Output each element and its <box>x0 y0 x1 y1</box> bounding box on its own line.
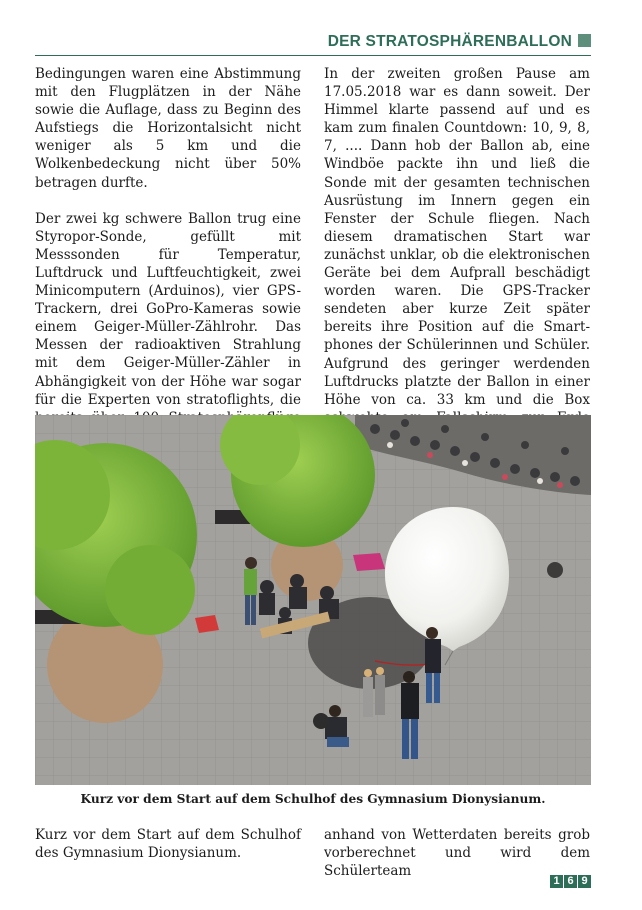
text-column-left <box>35 65 301 445</box>
header-divider <box>35 55 591 56</box>
header-square-icon <box>578 34 591 47</box>
paragraph: Bedingungen waren eine Abstimmung mit den Flugplätzen in der Nähe sowie die Auflage, dass zu Beginn des Aufstiegs die Horizontalsicht nicht weniger als 5 km und die Wolkenbedeckung nicht über 50% betragen durfte. <box>35 66 301 191</box>
page-digit: 6 <box>564 875 577 888</box>
page-digit: 1 <box>550 875 563 888</box>
schoolyard-balloon-photo <box>35 415 591 785</box>
page-number <box>550 875 591 888</box>
paragraph: Der zwei kg schwere Ballon trug eine Styropor-Sonde, gefüllt mit Messsonden für Temperatur, Luftdruck und Luftfeuchtigkeit, zwei Minicomputern (Arduinos), vier GPS-Trackern, drei GoPro-Kameras sowie einem Geiger-Müller-Zählrohr. Das Messen der radioaktiven Strahlung mit dem Geiger-Müller-Zähler in Abhängigkeit von der Höhe war sogar für die Experten von stratoflights, die <box>35 210 301 408</box>
text-column-left-bottom <box>35 826 301 862</box>
paragraph: Kurz vor dem Start auf dem Schulhof des Gymnasium Dionysianum. <box>35 827 301 862</box>
page-digit: 9 <box>578 875 591 888</box>
text-column-right <box>324 65 590 463</box>
paragraph: anhand von Wetterdaten bereits grob vorberechnet und wird dem Schülerteam <box>324 827 590 880</box>
section-title: DER STRATOSPHÄRENBALLON <box>327 33 572 50</box>
paragraph: In der zweiten großen Pause am 17.05.2018 war es dann soweit. Der Himmel klarte passend auf und es kam zum finalen Countdown: 10, 9, 8, 7, .... Dann hob der Ballon ab, eine Windböe packte ihn und ließ die Sonde mit der gesamten technischen Ausrüstung im Innern gegen ein Fenster der Schule fliegen. Nach diesem dramatischen Start war zunächst unklar, ob die elektronischen Geräte bei dem Aufprall beschädigt worden waren. Die GPS-Tracker sendeten aber kurze Zeit später bereits ihre Position auf die Smartphones der Schülerinnen und Schüler. Aufgrund des geringer werdenden Luftdrucks platzte der Ballon in einer Höhe von ca. 33 km und die Box <box>324 66 590 408</box>
photo-caption: Kurz vor dem Start auf dem Schulhof des Gymnasium Dionysianum. <box>80 792 546 806</box>
text-column-right-bottom <box>324 826 590 880</box>
